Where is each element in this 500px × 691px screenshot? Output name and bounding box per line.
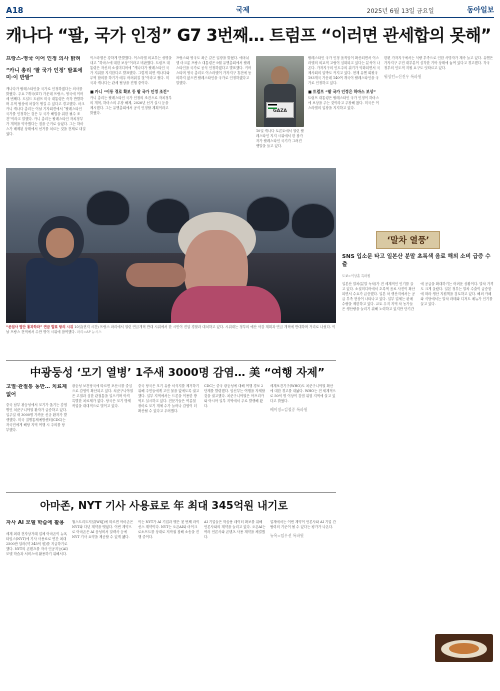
- story1-subhead-1: 프랑스-영국 이어 인정 의사 밝혀: [6, 56, 81, 62]
- story1-inline-subhead: ■ 카니 “이동 경로 확보 등 팔 국가 인정 조건”: [90, 89, 170, 94]
- story1-column-3: [176, 56, 252, 164]
- photo-caption-text: 10일(현지 시간) 프랑스 파리에서 열린 연금개혁 반대 시위에서 한 시민이 진압 경찰과 대치하고 있다. 시위대는 정부의 예산 삭감 계획과 연금 개혁에 반대하며 거리로 나섰다. 이날 프랑스 전역에서 수만 명이 시위에 참여했다.: [6, 325, 336, 334]
- story2-text: 중국 당국은 모기 유충 서식지를 제거하기 위해 주민들에게 고인 물을 없애도록 권고했다. 일부 지역에서는 드론을 이용한 방역도 실시하고 있다. 전문가들은 여름철 장마로 모기 개체 수가 늘어나 감염이 더 확산될 수 있다고 우려했다.: [138, 384, 200, 413]
- palestinian-flag-icon: [268, 104, 277, 109]
- main-headline: 캐나다 “팔, 국가 인정” G7 3번째… 트럼프 “이러면 관세합의 못해”: [6, 26, 492, 45]
- story2-headline: 中광둥성 ‘모기 열병’ 1주새 3000명 감염… 美 “여행 자제”: [30, 366, 325, 379]
- story2-text: CDC는 중국 광둥성에 대해 여행 경보 2단계를 발령했다. 임신부는 여행을 자제할 것을 권고했다. 치쿤구니야열은 아프리카와 아시아 일부 지역에서 주로 발생해 왔다.: [204, 384, 266, 408]
- story3-text: 세계 최대 전자상거래 업체 아마존이 뉴욕타임스(NYT)에 기사 사용료로 연간 최대 2500만 달러(약 345억 원)를 지급하기로 했다. NYT의 콘텐츠를 자사 인공지능(AI) 모델 학습과 서비스에 활용하기 위해서다.: [6, 531, 68, 556]
- story2-column-4: [204, 384, 266, 486]
- story3-text: 업계에서는 이번 계약이 언론사와 AI 기업 간 협력의 기준이 될 수 있다는 평가가 나온다.: [270, 520, 336, 529]
- story1-text: 트럼프 대통령은 팔레스타인 국가 인정이 하마스에 보상을 주는 것이라고 주장해 왔다. 미국은 이스라엘의 입장을 지지하고 있다.: [308, 96, 379, 110]
- story3-text: AI 기업들은 학습용 데이터 확보를 위해 언론사와의 계약을 늘리고 있다. 오픈AI는 여러 언론사와 콘텐츠 사용 계약을 체결했다.: [204, 520, 266, 539]
- sidebar-label: ‘말차 열풍’: [376, 231, 440, 249]
- story2-column-5: [270, 384, 336, 486]
- story2-text: 광둥성 보건당국에 따르면 포산시를 중심으로 감염이 확산되고 있다. 치쿤구니야열은 고열과 심한 관절통을 일으키며 아직 특별한 치료제가 없다. 당국은 모기 방제 작업을 대대적으로 벌이고 있다.: [72, 384, 134, 408]
- story2-byline: 베이징=김철중 특파원: [270, 407, 308, 412]
- story1-text: 팔레스타인 국가 인정 움직임이 확산되면서 이스라엘의 외교적 고립이 심화되고 있다는 분석이 나온다. 가자지구의 인도주의 위기가 악화되면서 국제사회의 압박도 커지고 있다. 현재 유엔 회원국 193개국 가운데 140여 개국이 팔레스타인을 국가로 인정하고 있다.: [308, 56, 380, 85]
- sidebar-matcha: [342, 228, 494, 648]
- story3-column-1: [6, 520, 68, 685]
- newspaper-name: 동아일보: [466, 6, 494, 14]
- story2-column-2: [72, 384, 134, 486]
- story1-column-5: [384, 56, 494, 224]
- inset-protest-photo: [256, 56, 304, 127]
- story1-subhead-2: “카니 총리 ‘팔 국가 인정’ 발표에 미·이 반발”: [6, 67, 83, 81]
- story3-column-3: [138, 520, 200, 685]
- story1-text: 프랑스와 영국도 최근 같은 입장을 밝혔다. 에마뉘엘 마크롱 프랑스 대통령은 9월 유엔총회에서 팔레스타인을 국가로 공식 인정하겠다고 발표했다. 키어 스타머 영국 총리도 이스라엘이 가자지구 휴전에 동의하지 않으면 팔레스타인을 국가로 인정하겠다고 말했다.: [176, 56, 252, 85]
- story3-subhead: 자사 AI 모델 학습에 활용: [6, 520, 65, 526]
- police-helmet-icon: [291, 203, 335, 239]
- story2-text: 세계보건기구(WHO)도 치쿤구니야열 확산에 대한 경고를 내놨다. WHO는 전 세계적으로 50억 명 이상이 감염 위험 지역에 살고 있다고 밝혔다.: [270, 384, 336, 403]
- story1-byline: 워싱턴=신진우 특파원: [384, 74, 422, 79]
- story1-column-2: [90, 56, 172, 164]
- police-helmet-icon: [246, 196, 290, 232]
- story1-text: 이스라엘은 강하게 반발했다. 이스라엘 외교부는 성명을 내고 “하마스에 대한 보상”이라고 비판했다. 트럼프 대통령은 자신의 소셜미디어에 “캐나다가 팔레스타인 국가 지위를 지지한다고 발표했다. 그렇게 되면 캐나다와 무역 합의를 하기가 매우 어려워질 것”이라고 썼다. 미국과 캐나다는 관세 협상을 진행 중이다.: [90, 56, 172, 85]
- sidebar-body: 일본산 말차(분말 녹차)가 전 세계적인 인기를 끌고 있다. 소셜미디어에서 초록색 음료 사진이 확산되면서 수요가 급증했다. 일본 차 생산지에서는 공급 부족 현상이 나타나고 있다. 일부 업체는 판매 수량을 제한하고 있다. 교토 우지 지역 차 농가들은 생산량을 늘리기 위해 노력하고 있지만 단기간에 공급을 확대하기는 어려운 상황이다. 말차 가격도 크게 올랐다. 일본 정부는 말차 수출이 급증함에 따라 생산 지원책을 검토하고 있다. 해외 카페와 식당에서는 말차 라테와 디저트 메뉴가 인기를 끌고 있다.: [342, 282, 494, 311]
- sidebar-title: SNS 입소문 타고 일본산 분말 초록색 음료 해외 소비 급증 수출: [342, 254, 491, 268]
- protest-sign: GAZA: [266, 102, 294, 118]
- photo-credit: 파리=AP 뉴시스: [76, 330, 102, 334]
- photo-caption-lead: “존엄사 법안 통과하라” 연금 발표 항의 시위: [6, 325, 74, 329]
- header-rule: [6, 17, 494, 18]
- story2-text: 중국 남부 광둥성에서 모기가 옮기는 감염병인 치쿤구니야열 환자가 급증하고 있다. 일주일 새 3000명 가까운 신규 환자가 발생했다. 미국 질병통제예방센터(CDC)는 자국민에게 해당 지역 여행 시 주의를 당부했다.: [6, 403, 68, 432]
- issue-date: 2025년 6월 13일 금요일: [366, 7, 434, 15]
- page-header: [6, 3, 494, 17]
- sidebar-byline: 도쿄=이상훈 특파원: [342, 274, 371, 278]
- story1-text: 한편 가자지구에서는 식량 부족으로 인한 사망자가 계속 늘고 있다. 유엔은 가자지구 주민 대부분이 심각한 기아 상태에 놓여 있다고 경고했다. 각국 정부의 인도적 지원 요구도 잇따르고 있다.: [384, 56, 494, 70]
- story2-column-1: [6, 384, 68, 486]
- story3-column-4: [204, 520, 266, 685]
- story3-byline: 뉴욕=임우선 특파원: [270, 533, 304, 538]
- story1-text: 캐나다가 팔레스타인을 국가로 인정하겠다는 의사를 밝혔다. 주요 7개국(G7) 가운데 프랑스, 영국에 이어 세 번째다. 도널드 트럼프 미국 대통령은 즉각 반발하며 무역 협상에 차질이 생길 수 있다고 경고했다. 마크 카니 캐나다 총리는 이날 기자회견에서 “팔레스타인 국가를 인정하는 것은 두 국가 해법을 위한 필수 조건”이라고 말했다. 카니 총리는 팔레스타인 자치정부가 개혁을 약속했다는 점을 근거로 들었다. 그는 하마스가 배제된 상태에서 선거를 치르는 것을 전제로 내걸었다.: [6, 86, 86, 136]
- inset-caption-text: 10일 캐나다 토론토에서 열린 팔레스타인 지지 시위에서 한 참가자가 팔레스타인 국기가 그려진 팻말을 들고 있다.: [256, 129, 304, 148]
- photo-caption: [6, 325, 336, 335]
- main-photo: [6, 168, 336, 323]
- section-divider: [6, 492, 336, 493]
- story1-column-1: [6, 56, 86, 164]
- police-helmet-icon: [86, 190, 130, 226]
- story3-text: 월스트리트저널(WSJ)에 따르면 아마존은 NYT와 다년 계약을 맺었다. 이번 계약으로 아마존은 AI 음성비서 알렉사 등에 NYT 기사 요약을 제공할 수 있게 됐다.: [72, 520, 134, 539]
- story1-text: 카니 총리는 팔레스타인 국가 인정의 조건으로 자치정부의 개혁, 하마스의 무장 해제, 2026년 선거 실시 등을 제시했다. 그는 유엔총회에서 공식 인정할 계획이라고 밝혔다.: [90, 96, 172, 115]
- story3-text: 이는 NYT가 AI 기업과 맺은 첫 번째 라이선스 계약이다. NYT는 오픈AI와 마이크로소프트를 상대로 저작권 침해 소송을 진행 중이다.: [138, 520, 200, 539]
- section-divider: [6, 360, 336, 361]
- story3-column-5: [270, 520, 336, 685]
- story3-headline: 아마존, NYT 기사 사용료로 年 최대 345억원 내기로: [40, 500, 288, 512]
- story3-column-2: [72, 520, 134, 685]
- section-name: 국제: [236, 6, 250, 14]
- story2-column-3: [138, 384, 200, 486]
- story1-column-4: [308, 56, 380, 164]
- story2-subhead: 고열·관절통 동반… 치료제 없어: [6, 384, 67, 398]
- page-number: A18: [6, 5, 24, 15]
- inset-caption: [256, 129, 304, 164]
- matcha-dessert-photo: [435, 634, 493, 662]
- story1-inline-subhead: ■ 트럼프 “팔 국가 인정은 하마스 보상”: [308, 89, 376, 94]
